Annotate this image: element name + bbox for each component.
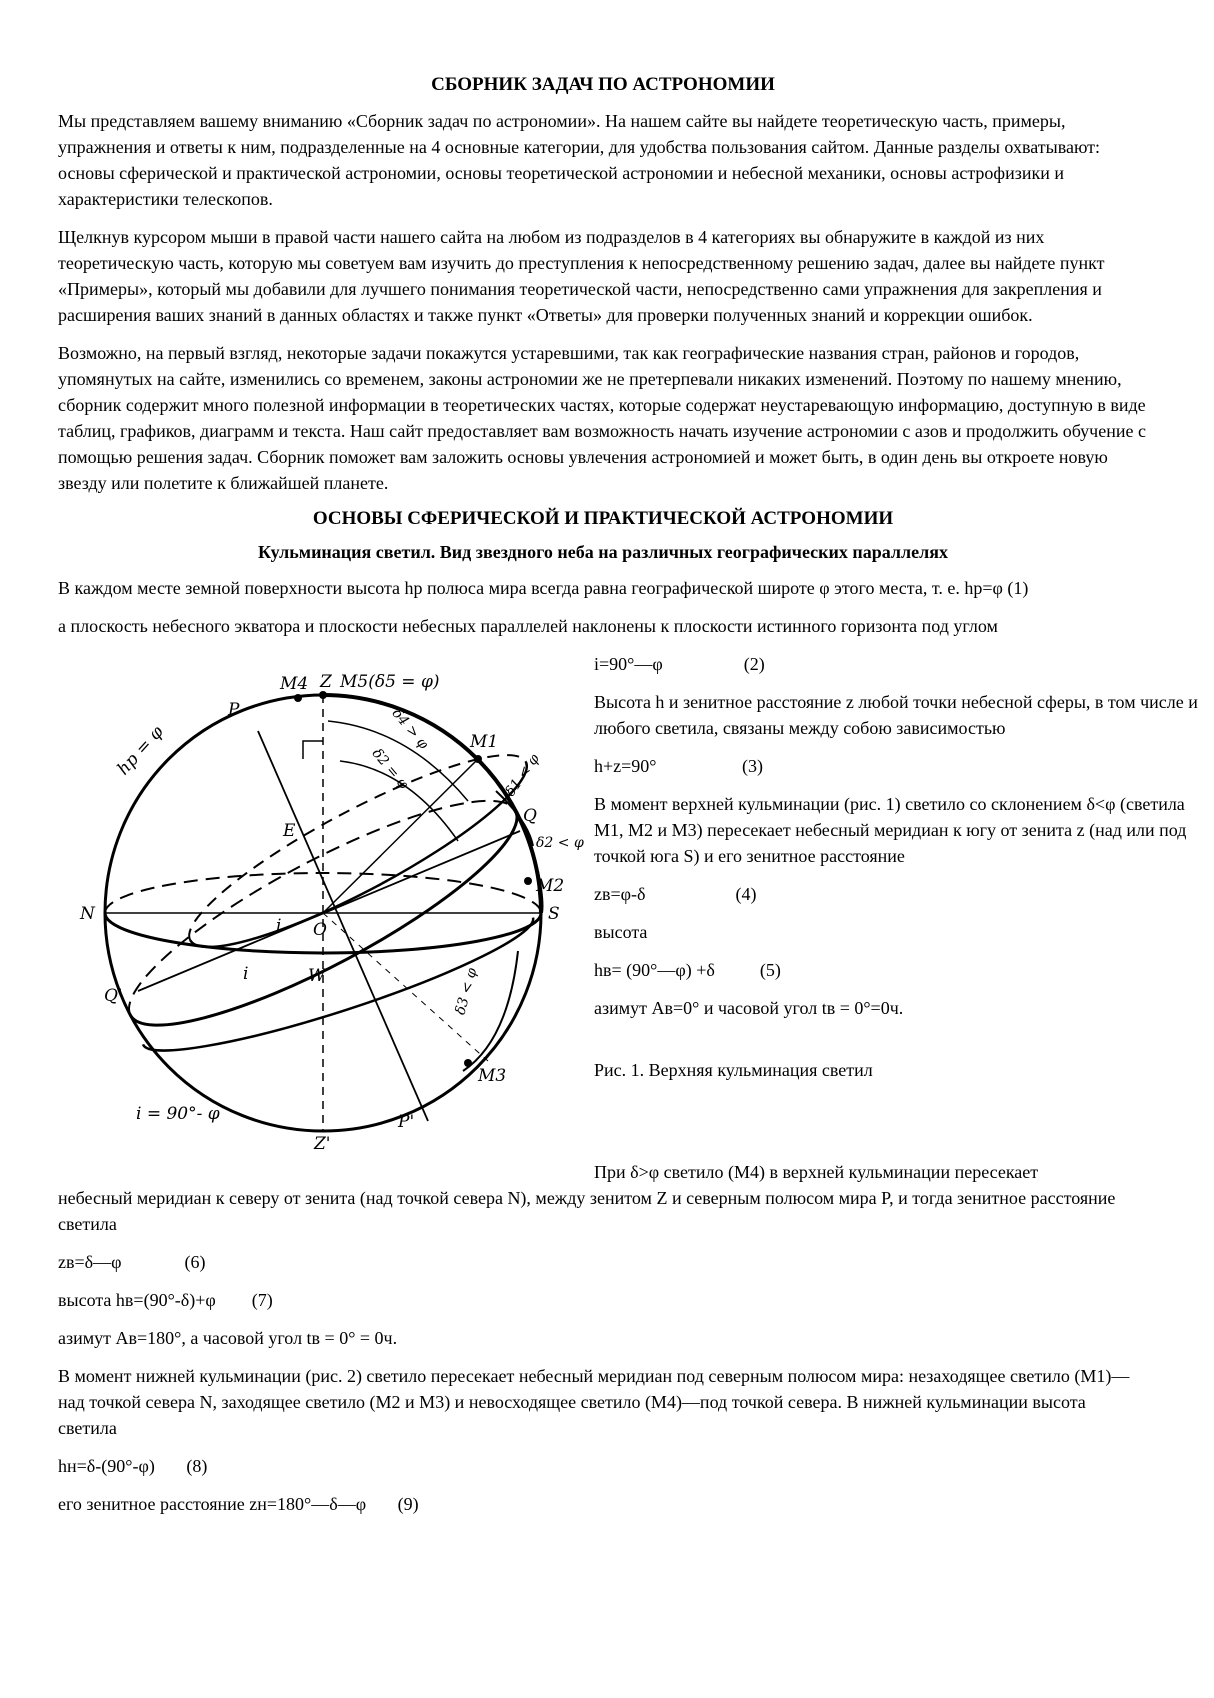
paragraph-azimuth: азимут Aв=0° и часовой угол tв = 0°=0ч.	[594, 998, 904, 1018]
paragraph-equator-plane: а плоскость небесного экватора и плоскости небесных параллелей наклонены к плоскости истинного горизонта под углом	[58, 616, 998, 636]
paragraph-upper-culmination: В момент верхней кульминации (рис. 1) светило со склонением δ<φ (светила М1, М2 и М3) пересекает небесный меридиан к югу от зенита z (над или под точкой юга S) и его зенитное расстояние	[594, 794, 1187, 866]
right-angle-marker	[303, 741, 323, 759]
label-m1: M1	[470, 732, 499, 752]
point-m4	[294, 694, 302, 702]
label-d2b: δ2 < φ	[536, 835, 584, 851]
label-i2: i	[243, 964, 249, 984]
parallel-upper-back	[171, 726, 525, 940]
intro-paragraph-3: Возможно, на первый взгляд, некоторые задачи покажутся устаревшими, так как географические названия стран, районов и городов, упомянутых на сайте, изменились со временем, законы астрономии же не претерпевали никаких изменений. Поэтому по нашему мнению, сборник содержит много полезной информации в теоретических частях, которые содержат неустаревающую информацию, доступную в виде таблиц, графиков, диаграмм и текста. Наш сайт предоставляет вам возможность начать изучение астрономии с азов и продолжить обучение с помощью решения задач. Сборник поможет вам заложить основы увлечения астрономией и может быть, в один день вы откроете новую звезду или полетите к ближайшей планете.	[58, 343, 1146, 493]
figure-caption: Рис. 1. Верхняя кульминация светил	[594, 1060, 873, 1080]
label-o: O	[313, 920, 327, 940]
label-m4: M4	[280, 674, 309, 694]
paragraph-hp-formula: В каждом месте земной поверхности высота hp полюса мира всегда равна географической широте φ этого места, т. е. hp=φ (1)	[58, 578, 1029, 598]
label-i-eq: i = 90°- φ	[136, 1104, 220, 1124]
page-title: СБОРНИК ЗАДАЧ ПО АСТРОНОМИИ	[431, 74, 775, 95]
formula-4: zв=φ-δ (4)	[594, 884, 757, 904]
label-d1: δ1 < φ	[502, 751, 543, 800]
point-z	[319, 691, 327, 699]
intro-paragraph-1: Мы представляем вашему вниманию «Сборник задач по астрономии». На нашем сайте вы найдете теоретическую часть, примеры, упражнения и ответы к ним, подразделенные на 4 основные категории, для удобства пользования сайтом. Данные разделы охватывают: основы сферической и практической астрономии, основы теоретической астрономии и небесной механики, основы астрофизики и характеристики телескопов.	[58, 111, 1101, 209]
formula-2: i=90°—φ (2)	[594, 654, 765, 674]
formula-7: высота hв=(90°-δ)+φ (7)	[58, 1290, 273, 1310]
formula-5: hв= (90°—φ) +δ (5)	[594, 960, 781, 980]
figure-block	[58, 651, 1198, 1154]
intro-paragraph-2: Щелкнув курсором мыши в правой части нашего сайта на любом из подразделов в 4 категориях вы обнаружите в каждой из них теоретическую часть, которую мы советуем вам изучить до преступления к непосредственному решению задач, далее вы найдете пункт «Примеры», который мы добавили для лучшего понимания теоретической части, непосредственно сами упражнения для закрепления и расширения ваших знаний в данных областях и также пункт «Ответы» для проверки полученных знаний и коррекции ошибок.	[58, 227, 1105, 325]
celestial-sphere-figure	[58, 651, 584, 1154]
label-e: E	[283, 821, 296, 841]
paragraph-m4-culmination	[58, 1159, 1148, 1237]
label-m2: M2	[536, 876, 565, 896]
figure-text-column	[594, 651, 1214, 1095]
formula-6: zв=δ—φ (6)	[58, 1252, 206, 1272]
label-q: Q	[523, 806, 537, 826]
paragraph-m4-first-line: При δ>φ светило (М4) в верхней кульминации пересекает	[594, 1162, 1039, 1182]
label-p: P	[228, 700, 240, 720]
label-w: W	[308, 966, 326, 986]
label-z-prime: Z'	[314, 1134, 331, 1154]
label-i1: i	[276, 916, 282, 936]
section-title: ОСНОВЫ СФЕРИЧЕСКОЙ И ПРАКТИЧЕСКОЙ АСТРОНОМИИ	[312, 508, 894, 529]
label-d2a: δ2 = φ	[368, 745, 412, 793]
point-m3	[464, 1059, 472, 1067]
formula-9: его зенитное расстояние zн=180°—δ—φ (9)	[58, 1494, 419, 1514]
label-height: высота	[594, 922, 648, 942]
label-z: Z	[320, 672, 332, 692]
document-page	[58, 64, 1198, 1529]
label-d3: δ3 < φ	[452, 966, 481, 1017]
label-q-prime: Q'	[104, 986, 123, 1006]
formula-3: h+z=90° (3)	[594, 756, 763, 776]
paragraph-lower-culmination: В момент нижней кульминации (рис. 2) светило пересекает небесный меридиан под северным полюсом мира: незаходящее светило (М1)—над точкой севера N, заходящее светило (М2 и М3) и невосходящее светило (М4)—под точкой севера. В нижней кульминации высота светила	[58, 1366, 1130, 1438]
paragraph-m4-rest: небесный меридиан к северу от зенита (над точкой севера N), между зенитом Z и северным полюсом мира P, и тогда зенитное расстояние светила	[58, 1188, 1116, 1234]
paragraph-height-zenith: Высота h и зенитное расстояние z любой точки небесной сферы, в том числе и любого светила, связаны между собою зависимостью	[594, 692, 1198, 738]
subsection-title: Кульминация светил. Вид звездного неба на различных географических параллелях	[258, 542, 948, 562]
label-d4: δ4 > φ	[388, 705, 432, 753]
paragraph-azimuth-180: азимут Aв=180°, а часовой угол tв = 0° = 0ч.	[58, 1328, 398, 1348]
label-m3: M3	[478, 1066, 507, 1086]
point-m1	[474, 755, 482, 763]
label-s: S	[548, 904, 560, 924]
label-m5: M5(δ5 = φ)	[340, 672, 440, 692]
label-hp: hp = φ	[113, 722, 168, 780]
label-n: N	[80, 904, 95, 924]
label-p-prime: P'	[398, 1112, 415, 1132]
formula-8: hн=δ-(90°-φ) (8)	[58, 1456, 208, 1476]
point-m2	[524, 877, 532, 885]
